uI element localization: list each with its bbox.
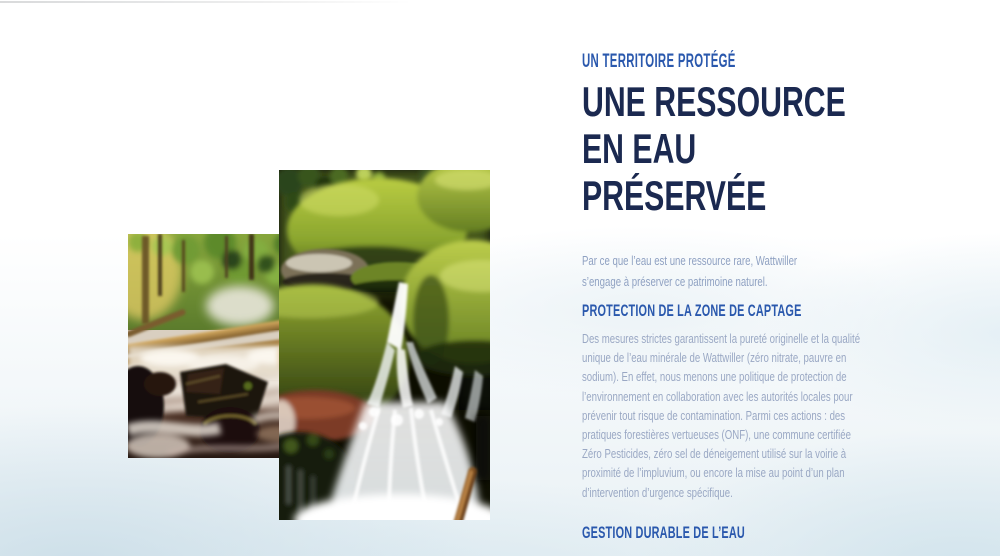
paragraph-protection-zone: Des mesures strictes garantissent la pureté originelle et la qualité unique de l’eau minérale de Wattwiller (zéro nitrate, pauvre en sodium). En effet, nous menons une politique de protection de l’environnement en collaboration avec les autorités locales pour prévenir tout risque de contamination. Parmi ces actions : des pratiques forestières vertueuses (ONF), une commune certifiée Zéro Pesticides, zéro sel de déneigement utilisé sur la voirie à proximité de l’impluvium, ou encore la mise au point d’un plan d’intervention d’urgence spécifique.: [582, 331, 861, 500]
top-hairline: [0, 1, 412, 3]
title-line-2: EN EAU: [582, 125, 697, 172]
title-line-1: UNE RESSOURCE: [582, 78, 846, 125]
intro-text: Par ce que l’eau est une ressource rare, Wattwiller s’engage à préserver ce patrimoine naturel.: [582, 253, 798, 289]
section-kicker: UN TERRITOIRE PROTÉGÉ: [582, 51, 736, 72]
title-line-3: PRÉSERVÉE: [582, 172, 767, 219]
subheading-protection-zone: PROTECTION DE LA ZONE DE CAPTAGE: [582, 301, 802, 320]
moss-waterfall-illustration: [279, 170, 490, 520]
subheading-gestion-durable: GESTION DURABLE DE L’EAU: [582, 523, 745, 542]
section-title: [582, 78, 846, 219]
photo-moss-waterfall: [279, 170, 490, 520]
